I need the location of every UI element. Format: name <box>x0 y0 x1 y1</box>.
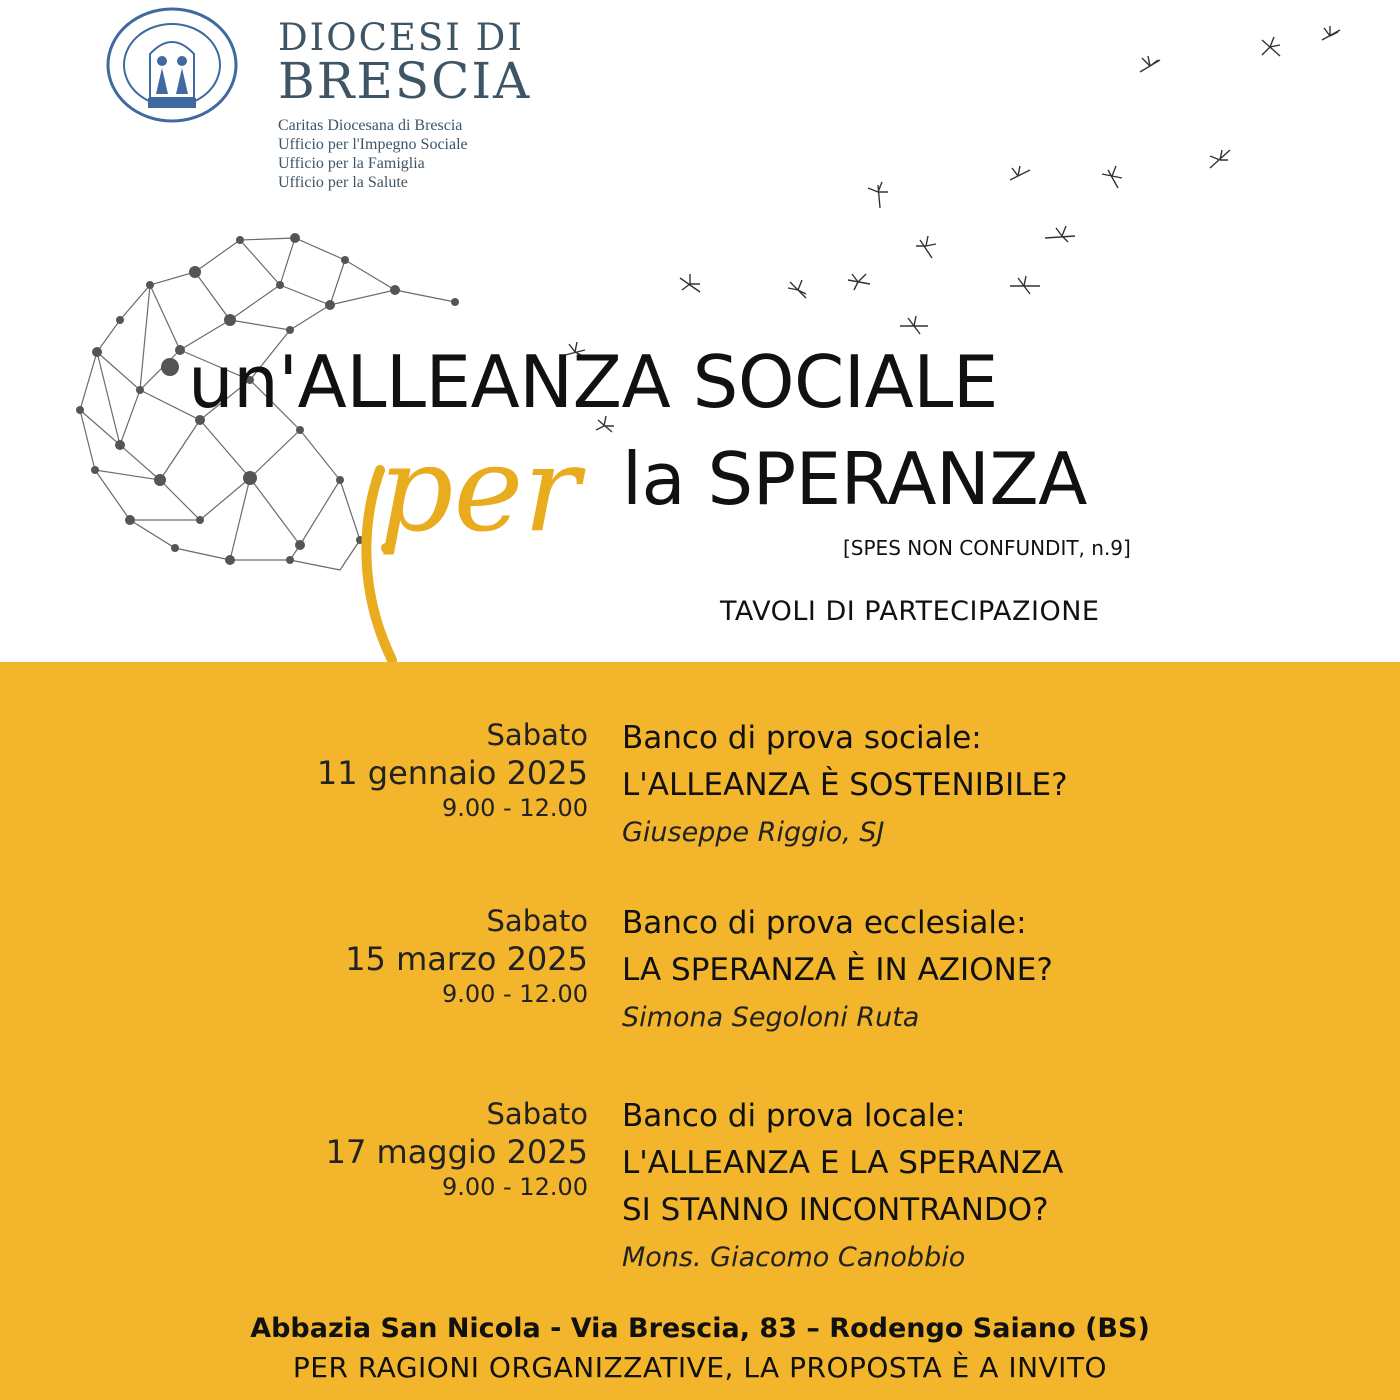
title-line2: la SPERANZA <box>622 437 1087 521</box>
event-label: Banco di prova ecclesiale: <box>622 905 1027 941</box>
event-label: Banco di prova locale: <box>622 1098 966 1134</box>
event-speaker: Giuseppe Riggio, SJ <box>622 817 885 848</box>
office-salute: Ufficio per la Salute <box>278 174 408 191</box>
org-name-line2: BRESCIA <box>278 52 532 110</box>
event-day: Sabato <box>486 904 588 938</box>
event-question: LA SPERANZA È IN AZIONE? <box>622 952 1053 988</box>
event-day: Sabato <box>486 1097 588 1131</box>
network-sphere-icon <box>0 0 1400 662</box>
event-time: 9.00 - 12.00 <box>441 1173 588 1201</box>
title-per: per <box>378 420 580 558</box>
invitation-note: PER RAGIONI ORGANIZZATIVE, LA PROPOSTA È A INVITO <box>292 1351 1108 1384</box>
title-line1: un'ALLEANZA SOCIALE <box>188 340 998 424</box>
subtitle: TAVOLI DI PARTECIPAZIONE <box>720 596 1100 627</box>
org-name-line1: DIOCESI DI <box>278 16 524 59</box>
event-label: Banco di prova sociale: <box>622 720 982 756</box>
office-impegno-sociale: Ufficio per l'Impegno Sociale <box>278 136 468 153</box>
header-section <box>0 0 1400 662</box>
event-date: 17 maggio 2025 <box>325 1133 588 1171</box>
events-section <box>0 662 1400 1400</box>
event-question-line2: SI STANNO INCONTRANDO? <box>622 1192 1049 1228</box>
event-1-schedule <box>0 718 588 822</box>
event-time: 9.00 - 12.00 <box>441 794 588 822</box>
event-1-details <box>622 715 1068 856</box>
event-date: 11 gennaio 2025 <box>316 754 588 792</box>
event-3-details <box>622 1093 1063 1281</box>
event-2-schedule <box>0 904 588 1008</box>
event-question-line1: L'ALLEANZA E LA SPERANZA <box>622 1145 1064 1181</box>
citation: [SPES NON CONFUNDIT, n.9] <box>843 536 1131 560</box>
event-time: 9.00 - 12.00 <box>441 980 588 1008</box>
office-famiglia: Ufficio per la Famiglia <box>278 155 425 172</box>
event-date: 15 marzo 2025 <box>345 940 588 978</box>
office-caritas: Caritas Diocesana di Brescia <box>278 117 463 134</box>
event-speaker: Mons. Giacomo Canobbio <box>622 1242 966 1273</box>
event-question: L'ALLEANZA È SOSTENIBILE? <box>622 767 1068 803</box>
event-2-details <box>622 900 1053 1041</box>
venue-address: Abbazia San Nicola - Via Brescia, 83 – Rodengo Saiano (BS) <box>250 1313 1150 1344</box>
event-speaker: Simona Segoloni Ruta <box>622 1002 920 1033</box>
event-day: Sabato <box>486 718 588 752</box>
event-3-schedule <box>0 1097 588 1201</box>
